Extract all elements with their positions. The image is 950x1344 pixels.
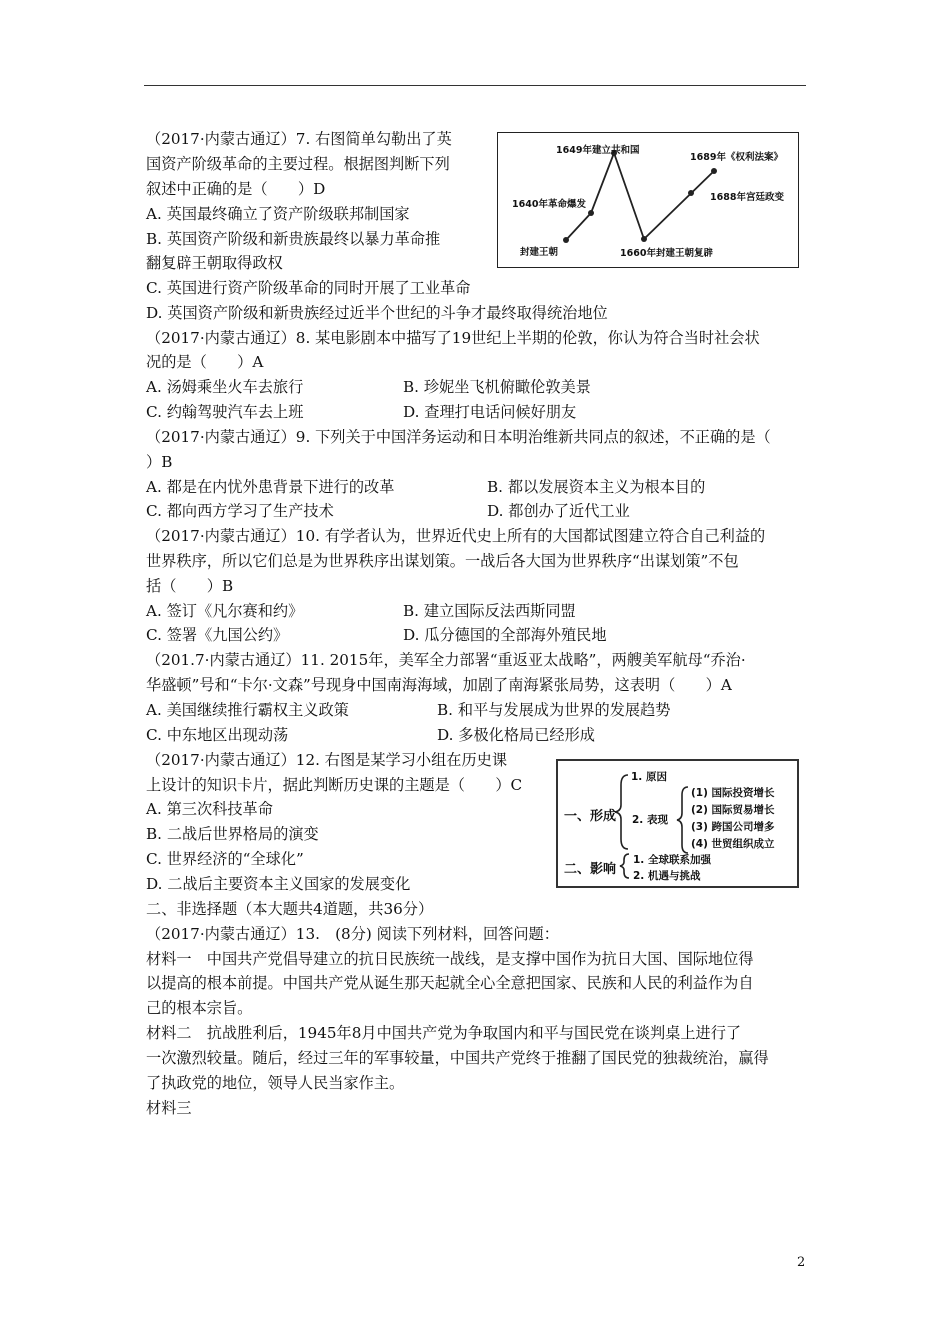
q8-line-1: （2017·内蒙古通辽）8. 某电影剧本中描写了19世纪上半期的伦敦，你认为符合当时社会状 <box>146 329 760 347</box>
q7-line-2: 国资产阶级革命的主要过程。根据图判断下列 <box>146 155 450 173</box>
q10-option-d: D. 瓜分德国的全部海外殖民地 <box>403 626 607 644</box>
card-formation: 一、形成 <box>564 809 617 824</box>
card-influence: 二、影响 <box>564 862 617 877</box>
material-1-line-3: 己的根本宗旨。 <box>146 999 253 1017</box>
page-number: 2 <box>797 1255 806 1270</box>
q11-option-c: C. 中东地区出现动荡 <box>146 726 289 744</box>
q8-line-2: 况的是（ ）A <box>146 353 264 371</box>
q9-option-c: C. 都向西方学习了生产技术 <box>146 502 334 520</box>
q7-line-3: 叙述中正确的是（ ）D <box>146 180 326 198</box>
point-feudal <box>563 237 569 243</box>
material-2-line-1: 材料二 抗战胜利后，1945年8月中国共产党为争取国内和平与国民党在谈判桌上进行了 <box>146 1024 742 1042</box>
q10-line-2: 世界秩序，所以它们总是为世界秩序出谋划策。一战后各大国为世界秩序“出谋划策”不包 <box>146 552 739 570</box>
q9-option-a: A. 都是在内忧外患背景下进行的改革 <box>146 478 395 496</box>
q7-option-b-cont: 翻复辟王朝取得政权 <box>146 254 283 272</box>
q12-option-b: B. 二战后世界格局的演变 <box>146 825 319 843</box>
card-manifestation: 2. 表现 <box>632 814 668 826</box>
q7-option-a: A. 英国最终确立了资产阶级联邦制国家 <box>146 205 410 223</box>
q7-line-1: （2017·内蒙古通辽）7. 右图简单勾勒出了英 <box>146 130 452 148</box>
q13-line-1: （2017·内蒙古通辽）13. (8分) 阅读下列材料，回答问题： <box>146 925 559 943</box>
q7-option-d: D. 英国资产阶级和新贵族经过近半个世纪的斗争才最终取得统治地位 <box>146 304 608 322</box>
card-influence-1: 1. 全球联系加强 <box>633 854 711 866</box>
section-2-heading: 二、非选择题（本大题共4道题，共36分） <box>146 900 434 918</box>
point-1689 <box>711 168 717 174</box>
brace-formation <box>615 775 628 849</box>
q8-option-b: B. 珍妮坐飞机俯瞰伦敦美景 <box>403 378 591 396</box>
label-1688: 1688年宫廷政变 <box>710 192 784 203</box>
q8-option-d: D. 查理打电话问候好朋友 <box>403 403 577 421</box>
card-cause: 1. 原因 <box>631 771 667 783</box>
q12-option-a: A. 第三次科技革命 <box>146 800 273 818</box>
material-1-line-2: 以提高的根本前提。中国共产党从诞生那天起就全心全意把国家、民族和人民的利益作为自 <box>146 974 754 992</box>
q11-option-d: D. 多极化格局已经形成 <box>437 726 595 744</box>
q10-option-a: A. 签订《凡尔赛和约》 <box>146 602 304 620</box>
q10-option-c: C. 签署《九国公约》 <box>146 626 289 644</box>
label-feudal: 封建王朝 <box>520 247 559 258</box>
q11-line-1: （201.7·内蒙古通辽）11. 2015年，美军全力部署“重返亚太战略”，两艘美军航母“乔治· <box>146 651 746 669</box>
label-1689: 1689年《权利法案》 <box>690 152 783 163</box>
material-2-line-2: 一次激烈较量。随后，经过三年的军事较量，中国共产党终于推翻了国民党的独裁统治，赢得 <box>146 1049 769 1067</box>
point-1660 <box>641 236 647 242</box>
point-1688 <box>688 190 694 196</box>
q12-option-d: D. 二战后主要资本主义国家的发展变化 <box>146 875 411 893</box>
card-item-1: (1) 国际投资增长 <box>691 787 775 799</box>
card-item-2: (2) 国际贸易增长 <box>691 804 775 816</box>
brace-manifestation <box>677 787 688 853</box>
q10-option-b: B. 建立国际反法西斯同盟 <box>403 602 576 620</box>
label-1660: 1660年封建王朝复辟 <box>620 248 713 259</box>
q9-line-2: ）B <box>146 453 173 471</box>
q9-line-1: （2017·内蒙古通辽）9. 下列关于中国洋务运动和日本明治维新共同点的叙述，不正确的是（ <box>146 428 771 446</box>
card-influence-2: 2. 机遇与挑战 <box>633 870 701 882</box>
q8-option-a: A. 汤姆乘坐火车去旅行 <box>146 378 304 396</box>
label-1649: 1649年建立共和国 <box>556 145 640 156</box>
revolution-timeline-figure <box>497 132 799 268</box>
q9-option-d: D. 都创办了近代工业 <box>487 502 630 520</box>
header-rule <box>144 85 806 86</box>
knowledge-card-figure <box>556 759 799 888</box>
card-item-3: (3) 跨国公司增多 <box>691 821 775 833</box>
q12-option-c: C. 世界经济的“全球化” <box>146 850 304 868</box>
q11-option-a: A. 美国继续推行霸权主义政策 <box>146 701 349 719</box>
timeline-polyline <box>566 153 714 240</box>
q10-line-3: 括（ ）B <box>146 577 234 595</box>
material-3-label: 材料三 <box>146 1099 192 1117</box>
brace-influence <box>620 854 629 878</box>
q10-line-1: （2017·内蒙古通辽）10. 有学者认为，世界近代史上所有的大国都试图建立符合自己利益的 <box>146 527 766 545</box>
q11-option-b: B. 和平与发展成为世界的发展趋势 <box>437 701 671 719</box>
card-item-4: (4) 世贸组织成立 <box>691 838 775 850</box>
q12-line-1: （2017·内蒙古通辽）12. 右图是某学习小组在历史课 <box>146 751 508 769</box>
q7-option-b: B. 英国资产阶级和新贵族最终以暴力革命推 <box>146 230 441 248</box>
material-2-line-3: 了执政党的地位，领导人民当家作主。 <box>146 1074 405 1092</box>
q12-line-2: 上设计的知识卡片，据此判断历史课的主题是（ ）C <box>146 776 523 794</box>
label-1640: 1640年革命爆发 <box>512 199 586 210</box>
q11-line-2: 华盛顿”号和“卡尔·文森”号现身中国南海海域，加剧了南海紧张局势，这表明（ ）A <box>146 676 732 694</box>
material-1-line-1: 材料一 中国共产党倡导建立的抗日民族统一战线，是支撑中国作为抗日大国、国际地位得 <box>146 950 754 968</box>
q8-option-c: C. 约翰驾驶汽车去上班 <box>146 403 304 421</box>
q9-option-b: B. 都以发展资本主义为根本目的 <box>487 478 706 496</box>
point-1640 <box>588 210 594 216</box>
q7-option-c: C. 英国进行资产阶级革命的同时开展了工业革命 <box>146 279 471 297</box>
